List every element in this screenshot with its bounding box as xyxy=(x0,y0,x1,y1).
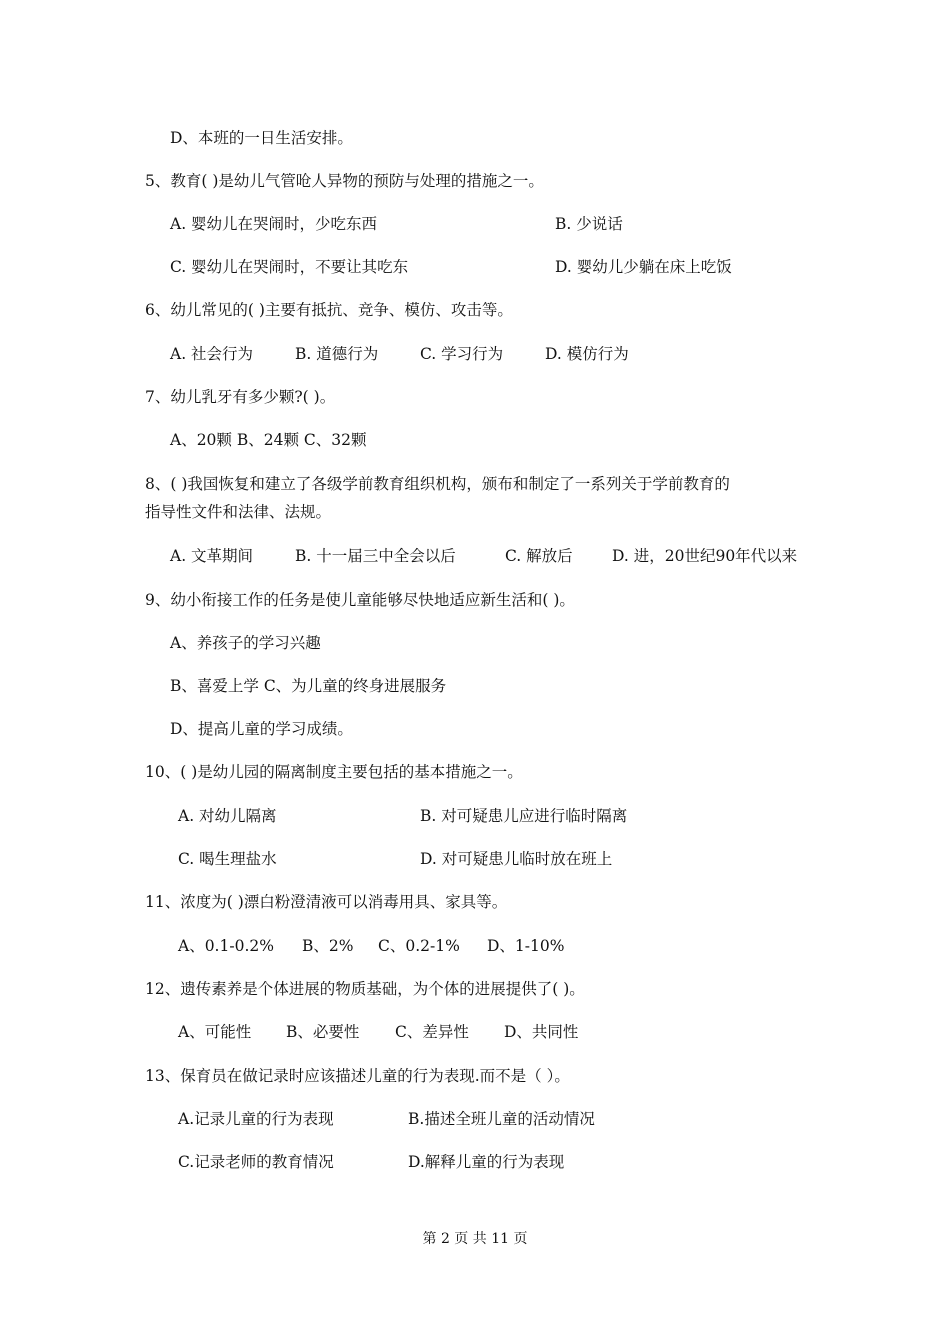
q12-option-d: D、共同性 xyxy=(504,1023,579,1041)
q8-option-d: D. 进，20世纪90年代以来 xyxy=(612,547,798,565)
q8-option-a: A. 文革期间 xyxy=(170,547,254,565)
q13-stem: 13、保育员在做记录时应该描述儿童的行为表现.而不是（ ）。 xyxy=(145,1067,570,1085)
q13-option-a: A.记录儿童的行为表现 xyxy=(178,1110,334,1128)
q13-option-c: C.记录老师的教育情况 xyxy=(178,1153,334,1171)
q10-option-a: A. 对幼儿隔离 xyxy=(178,807,277,825)
q12-option-c: C、差异性 xyxy=(395,1023,469,1041)
q11-option-a: A、0.1-0.2% xyxy=(178,937,274,955)
q13-option-d: D.解释儿童的行为表现 xyxy=(408,1153,565,1171)
q5-option-d: D. 婴幼儿少躺在床上吃饭 xyxy=(555,258,732,276)
q6-stem: 6、幼儿常见的( )主要有抵抗、竞争、模仿、攻击等。 xyxy=(145,301,513,319)
q5-option-b: B. 少说话 xyxy=(555,215,623,233)
q6-option-c: C. 学习行为 xyxy=(420,345,504,363)
q9-option-d: D、提高儿童的学习成绩。 xyxy=(170,720,353,738)
q11-stem: 11、浓度为( )漂白粉澄清液可以消毒用具、家具等。 xyxy=(145,893,508,911)
q5-option-a: A. 婴幼儿在哭闹时，少吃东西 xyxy=(170,215,378,233)
q6-option-d: D. 模仿行为 xyxy=(545,345,629,363)
q13-option-b: B.描述全班儿童的活动情况 xyxy=(408,1110,595,1128)
q5-option-c: C. 婴幼儿在哭闹时，不要让其吃东 xyxy=(170,258,409,276)
q10-option-d: D. 对可疑患儿临时放在班上 xyxy=(420,850,613,868)
q11-option-c: C、0.2-1% xyxy=(378,937,460,955)
q8-stem-line-1: 8、( )我国恢复和建立了各级学前教育组织机构，颁布和制定了一系列关于学前教育的 xyxy=(145,475,730,493)
q7-stem: 7、幼儿乳牙有多少颗?( )。 xyxy=(145,388,336,406)
q9-stem: 9、幼小衔接工作的任务是使儿童能够尽快地适应新生活和( )。 xyxy=(145,591,575,609)
q6-option-b: B. 道德行为 xyxy=(295,345,379,363)
q12-option-b: B、必要性 xyxy=(286,1023,360,1041)
q11-option-b: B、2% xyxy=(302,937,354,955)
q10-stem: 10、( )是幼儿园的隔离制度主要包括的基本措施之一。 xyxy=(145,763,523,781)
q5-stem: 5、教育( )是幼儿气管呛人异物的预防与处理的措施之一。 xyxy=(145,172,544,190)
q8-option-c: C. 解放后 xyxy=(505,547,573,565)
q4-option-d: D、本班的一日生活安排。 xyxy=(170,129,353,147)
q9-option-a: A、养孩子的学习兴趣 xyxy=(170,634,321,652)
q9-option-b-c: B、喜爱上学 C、为儿童的终身进展服务 xyxy=(170,677,447,695)
q8-stem-line-2: 指导性文件和法律、法规。 xyxy=(145,503,332,521)
q12-stem: 12、遗传素养是个体进展的物质基础，为个体的进展提供了( )。 xyxy=(145,980,585,998)
page-footer: 第 2 页 共 11 页 xyxy=(422,1231,528,1247)
q8-option-b: B. 十一届三中全会以后 xyxy=(295,547,456,565)
q10-option-c: C. 喝生理盐水 xyxy=(178,850,277,868)
q11-option-d: D、1-10% xyxy=(487,937,565,955)
q12-option-a: A、可能性 xyxy=(178,1023,252,1041)
q6-option-a: A. 社会行为 xyxy=(170,345,254,363)
q10-option-b: B. 对可疑患儿应进行临时隔离 xyxy=(420,807,628,825)
q7-options: A、20颗 B、24颗 C、32颗 xyxy=(170,431,367,449)
